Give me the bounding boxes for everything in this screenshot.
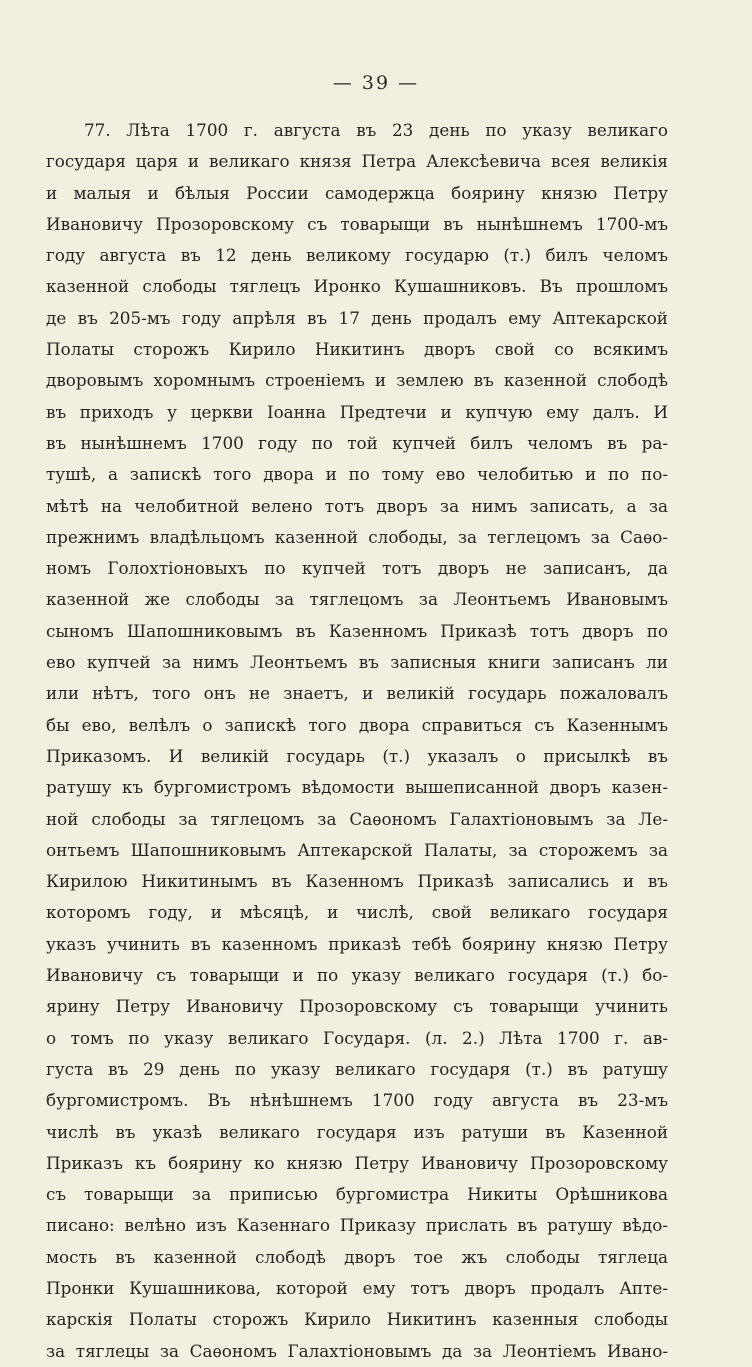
page-number: — 39 — bbox=[332, 72, 420, 94]
text-line: ной слободы за тяглецомъ за Саѳономъ Галахтіоновымъ за Ле- bbox=[46, 808, 668, 829]
document-text bbox=[46, 115, 668, 1367]
text-line: Ивановичу съ товарыщи и по указу великаго государя (т.) бо- bbox=[46, 965, 668, 986]
text-line: Пронки Кушашникова, которой ему тотъ дворъ продалъ Апте- bbox=[46, 1277, 668, 1298]
text-line: тушѣ, а запискѣ того двора и по тому ево челобитью и по по- bbox=[46, 464, 668, 485]
text-line: Приказъ къ боярину ко князю Петру Ивановичу Прозоровскому bbox=[46, 1152, 668, 1173]
text-line: о томъ по указу великаго Государя. (л. 2.) Лѣта 1700 г. ав- bbox=[46, 1027, 668, 1048]
text-line: и малыя и бѣлыя России самодержца боярину князю Петру bbox=[46, 182, 668, 203]
text-line: указъ учинить въ казенномъ приказѣ тебѣ боярину князю Петру bbox=[46, 933, 668, 954]
text-line: ратушу къ бургомистромъ вѣдомости вышеписанной дворъ казен- bbox=[46, 777, 668, 798]
text-line: съ товарыщи за приписью бургомистра Никиты Орѣшникова bbox=[46, 1184, 668, 1205]
text-line: карскія Полаты сторожъ Кирило Никитинъ казенныя слободы bbox=[46, 1309, 668, 1330]
text-line: онтьемъ Шапошниковымъ Аптекарской Палаты, за сторожемъ за bbox=[46, 839, 668, 860]
text-line: году августа въ 12 день великому государю (т.) билъ челомъ bbox=[46, 245, 668, 266]
text-line: Полаты сторожъ Кирило Никитинъ дворъ свой со всякимъ bbox=[46, 339, 668, 360]
text-line: писано: велѣно изъ Казеннаго Приказу прислать въ ратушу вѣдо- bbox=[46, 1215, 668, 1236]
text-line: бургомистромъ. Въ нѣнѣшнемъ 1700 году августа въ 23-мъ bbox=[46, 1090, 668, 1111]
text-line: или нѣтъ, того онъ не знаетъ, и великій государь пожаловалъ bbox=[46, 683, 668, 704]
text-line: Ивановичу Прозоровскому съ товарыщи въ нынѣшнемъ 1700-мъ bbox=[46, 213, 668, 234]
text-line: за тяглецы за Саѳономъ Галахтіоновымъ да за Леонтіемъ Ивано- bbox=[46, 1340, 668, 1361]
text-line: Приказомъ. И великій государь (т.) указалъ о присылкѣ въ bbox=[46, 745, 668, 766]
text-line: въ нынѣшнемъ 1700 году по той купчей билъ челомъ въ ра- bbox=[46, 432, 668, 453]
text-line: сыномъ Шапошниковымъ въ Казенномъ Приказѣ тотъ дворъ по bbox=[46, 620, 668, 641]
text-line: числѣ въ указѣ великаго государя изъ ратуши въ Казенной bbox=[46, 1121, 668, 1142]
text-line: казенной же слободы за тяглецомъ за Леонтьемъ Ивановымъ bbox=[46, 589, 668, 610]
text-line: казенной слободы тяглецъ Иронко Кушашниковъ. Въ прошломъ bbox=[46, 276, 668, 297]
text-line: ево купчей за нимъ Леонтьемъ въ записныя книги записанъ ли bbox=[46, 652, 668, 673]
text-line: 77. Лѣта 1700 г. августа въ 23 день по указу великаго bbox=[84, 120, 668, 140]
text-line: въ приходъ у церкви Іоанна Предтечи и купчую ему далъ. И bbox=[46, 401, 668, 422]
text-line: государя царя и великаго князя Петра Алексѣевича всея великія bbox=[46, 151, 668, 172]
text-line: ярину Петру Ивановичу Прозоровскому съ товарыщи учинить bbox=[46, 996, 668, 1017]
text-line: де въ 205-мъ году апрѣля въ 17 день продалъ ему Аптекарской bbox=[46, 307, 668, 328]
text-line: мость въ казенной слободѣ дворъ тое жъ слободы тяглеца bbox=[46, 1246, 668, 1267]
text-line: мѣтѣ на челобитной велено тотъ дворъ за нимъ записать, а за bbox=[46, 495, 668, 516]
text-line: густа въ 29 день по указу великаго государя (т.) въ ратушу bbox=[46, 1058, 668, 1079]
text-line: прежнимъ владѣльцомъ казенной слободы, за теглецомъ за Саѳо- bbox=[46, 526, 668, 547]
text-line: Кирилою Никитинымъ въ Казенномъ Приказѣ записались и въ bbox=[46, 871, 668, 892]
text-line: дворовымъ хоромнымъ строеніемъ и землею въ казенной слободѣ bbox=[46, 370, 668, 391]
text-line: бы ево, велѣлъ о запискѣ того двора справиться съ Казеннымъ bbox=[46, 714, 668, 735]
text-line: которомъ году, и мѣсяцѣ, и числѣ, свой великаго государя bbox=[46, 902, 668, 923]
text-line: номъ Голохтіоновыхъ по купчей тотъ дворъ не записанъ, да bbox=[46, 558, 668, 579]
